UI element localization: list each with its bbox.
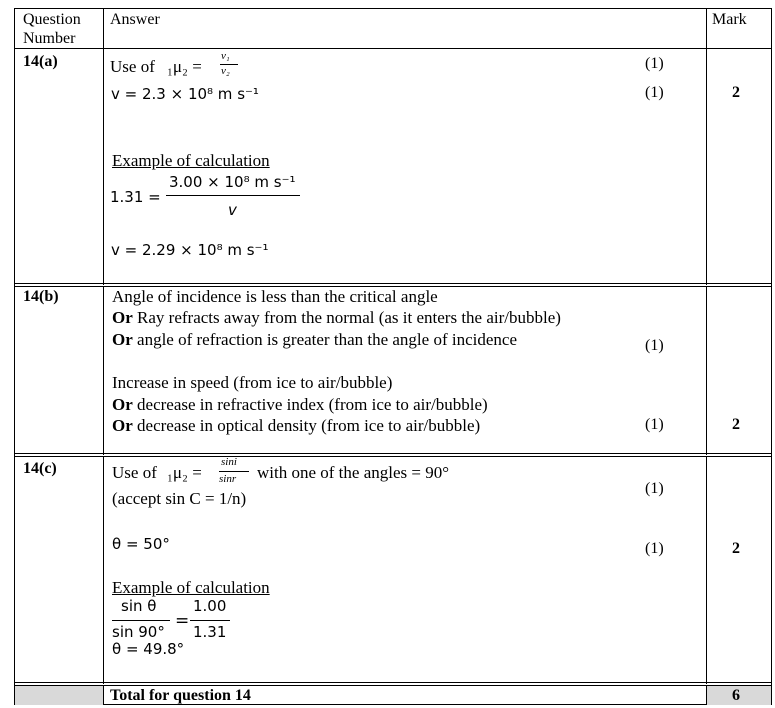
row-14a (15, 49, 771, 285)
answer-14c: θ = 50° (112, 535, 170, 553)
total-mark-14a: 2 (732, 84, 740, 101)
accept-note-14c: (accept sin C = 1/n) (112, 489, 247, 508)
calc-equals-14c: = (175, 611, 190, 631)
result-14a: v = 2.29 × 10⁸ m s⁻¹ (111, 241, 269, 259)
answer-14b-line6: Or decrease in optical density (from ice to air/bubble) (112, 416, 481, 435)
calc-numerator-14a: 3.00 × 10⁸ m s⁻¹ (169, 173, 296, 191)
question-number-14b: 14(b) (23, 288, 59, 305)
calc-denominator-left-14c: sin 90° (112, 623, 165, 641)
refractive-index-lhs-14c: ₁μ₂ = (167, 463, 202, 482)
fraction-numerator-sini: sini (221, 456, 237, 468)
total-mark-14c: 2 (732, 540, 740, 557)
fraction-bar-14c (219, 471, 249, 472)
total-label: Total for question 14 (110, 687, 251, 704)
fraction-denominator-v2: v₂ (221, 65, 230, 77)
calc-lhs-14a: 1.31 = (110, 188, 161, 206)
calc-fraction-bar-right-14c (190, 620, 230, 621)
calc-fraction-bar-14a (166, 195, 300, 196)
question-number-14a: 14(a) (23, 53, 58, 70)
mark-14a-1: (1) (645, 55, 664, 72)
total-mark-14b: 2 (732, 416, 740, 433)
mark-scheme-table (14, 8, 772, 705)
refractive-index-lhs: ₁μ₂ = (167, 57, 202, 76)
result-14c: θ = 49.8° (112, 640, 185, 658)
header-question-number: Question Number (23, 11, 81, 47)
mark-14c-1: (1) (645, 480, 664, 497)
row-14c (15, 457, 771, 684)
use-of-label-14c: Use of (112, 463, 157, 482)
calc-numerator-left-14c: sin θ (121, 597, 157, 615)
answer-14b-line1: Angle of incidence is less than the critical angle (112, 287, 438, 306)
fraction-denominator-sinr: sinr (219, 473, 237, 485)
mark-14a-2: (1) (645, 84, 664, 101)
header-answer: Answer (110, 11, 160, 28)
angle-condition-14c: with one of the angles = 90° (257, 463, 450, 482)
row-14b (15, 287, 771, 455)
question-number-14c: 14(c) (23, 460, 57, 477)
example-heading-14a: Example of calculation (112, 151, 270, 170)
mark-14c-2: (1) (645, 540, 664, 557)
mark-14b-1: (1) (645, 337, 664, 354)
total-mark: 6 (732, 687, 740, 704)
calc-denominator-right-14c: 1.31 (193, 623, 227, 641)
mark-14b-2: (1) (645, 416, 664, 433)
calc-denominator-14a: v (228, 201, 237, 219)
calc-fraction-bar-left-14c (112, 620, 170, 621)
answer-14a: v = 2.3 × 10⁸ m s⁻¹ (111, 85, 259, 103)
header-mark: Mark (712, 11, 747, 28)
answer-14b-line3: Or angle of refraction is greater than the angle of incidence (112, 330, 517, 349)
answer-14b-line5: Or decrease in refractive index (from ice to air/bubble) (112, 395, 488, 414)
fraction-numerator-v1: v₁ (221, 50, 230, 62)
use-of-label: Use of (110, 57, 155, 76)
answer-14b-line2: Or Ray refracts away from the normal (as it enters the air/bubble) (112, 308, 561, 327)
calc-numerator-right-14c: 1.00 (193, 597, 227, 615)
header-row (15, 9, 771, 49)
example-heading-14c: Example of calculation (112, 578, 270, 597)
total-row (15, 686, 771, 705)
answer-14b-line4: Increase in speed (from ice to air/bubble) (112, 373, 393, 392)
